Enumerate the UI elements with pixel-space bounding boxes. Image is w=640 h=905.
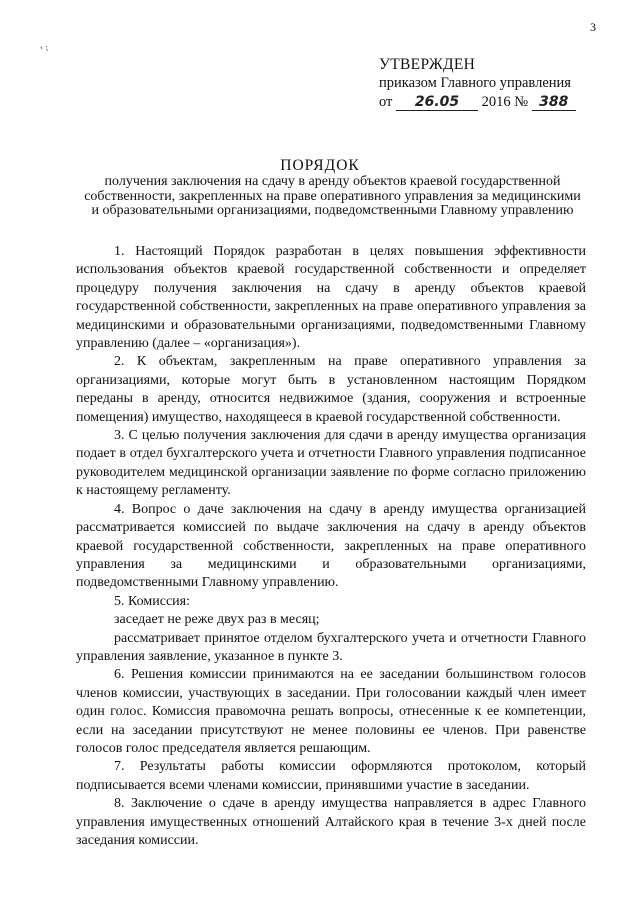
paragraph: 3. С целью получения заключения для сдачи в аренду имущества организация подает в отдел бухгалтерского учета и отчетности Главного управления подписанное руководителем медицинской организации заявление по форме согласно приложению к настоящему регламенту. (76, 428, 586, 499)
paragraph: 7. Результаты работы комиссии оформляются протоколом, который подписывается всеми членами комиссии, принявшими участие в заседании. (76, 759, 586, 793)
document-title: ПОРЯДОК (280, 157, 360, 174)
paragraph: заседает не реже двух раз в месяц; (114, 612, 320, 628)
paragraph: рассматривает принятое отделом бухгалтерского учета и отчетности Главного управления заявление, указанное в пункте 3. (76, 630, 586, 664)
approval-title: УТВЕРЖДЕН (379, 56, 476, 73)
approval-line: приказом Главного управления (379, 75, 571, 91)
approval-date-line (379, 93, 576, 112)
approval-year: 2016 № (481, 94, 529, 110)
approval-prefix: от (379, 94, 393, 110)
handwritten-date: 26.05 (396, 95, 478, 111)
paragraph: 2. К объектам, закрепленным на праве оперативного управления за организациями, которые могут быть в установленном настоящим Порядком переданы в аренду, относится недвижимое (здания, сооружения и встроенные помещения) имущество, находящееся в краевой государственной собственности. (76, 354, 586, 425)
page-number: 3 (590, 20, 596, 34)
document-subtitle: получения заключения на сдачу в аренду объектов краевой государственной собственности, закрепленных на праве оперативного управления за медицинскими и образовательными организациями, подведомственными Главному управлению (84, 174, 581, 218)
document-body (76, 243, 586, 850)
paragraph: 5. Комиссия: (114, 593, 190, 609)
paragraph: 4. Вопрос о даче заключения на сдачу в аренду имущества организацией рассматривается комиссией по выдаче заключения на сдачу в аренду объектов краевой государственной собственности, закрепленных на праве оперативного управления за медицинскими и образовательными организациями, подведомственными Главному управлению. (76, 501, 586, 591)
approval-block (379, 55, 576, 112)
scan-mark: ‹ ⁏ (40, 42, 49, 52)
paragraph: 6. Решения комиссии принимаются на ее заседании большинством голосов членов комиссии, участвующих в заседании. При голосовании каждый член имеет один голос. Комиссия правомочна решать вопросы, отнесенные к ее компетенции, если на заседании присутствуют не менее половины ее членов. При равенстве голосов голос председателя является решающим. (76, 667, 586, 756)
handwritten-number: 388 (532, 95, 576, 111)
paragraph: 1. Настоящий Порядок разработан в целях повышения эффективности использования объектов краевой государственной собственности и определяет процедуру получения заключения на сдачу в аренду объектов краевой государственной собственности, закрепленных на праве оперативного управления за медицинскими и образовательными организациями, подведомственными Главному управлению (далее – «организация»). (76, 244, 586, 352)
paragraph: 8. Заключение о сдаче в аренду имущества направляется в адрес Главного управления имущественных отношений Алтайского края в течение 3-х дней после заседания комиссии. (76, 796, 586, 848)
